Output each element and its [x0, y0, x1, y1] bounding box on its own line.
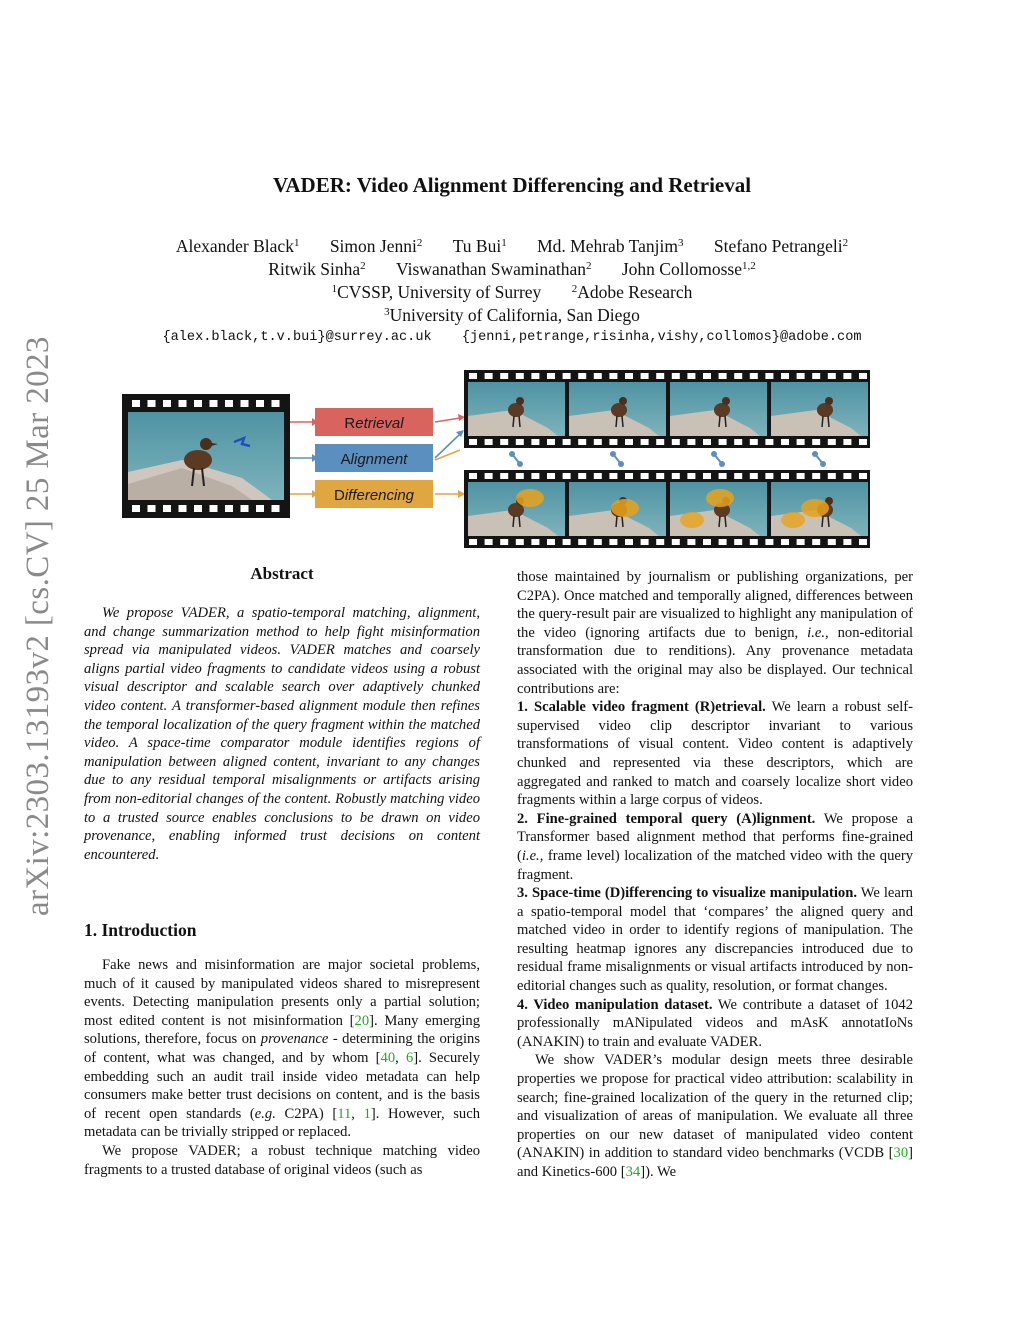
perforation: [687, 473, 695, 479]
citation-link[interactable]: 40: [380, 1049, 396, 1066]
affiliation: $^3$University of California, San Diego: [384, 305, 640, 325]
duck-head: [516, 397, 524, 405]
duck-leg: [828, 516, 829, 527]
perforation: [547, 473, 555, 479]
perforation: [812, 373, 820, 379]
perforation: [563, 539, 571, 545]
email-surrey: {alex.black,t.v.bui}@surrey.ac.uk: [162, 330, 432, 345]
author: Simon Jenni$^2$: [329, 236, 423, 256]
perforation: [500, 439, 508, 445]
perforation: [516, 539, 524, 545]
perforation: [703, 473, 711, 479]
perforation: [194, 505, 202, 512]
perforation: [703, 373, 711, 379]
alignment-label: [315, 444, 433, 472]
perforation: [641, 539, 649, 545]
perforation: [256, 400, 264, 407]
paragraph: Fake news and misinformation are major societal problems, much of it caused by manipulated videos shared to misrepresent events. Detecting manipulation presents only a partial solution; most edited content is not misinformation [20]. Many emerging solutions, therefore, focus on provenance - determining the origins of content, what was changed, and by whom [40, 6]. Securely embedding such an audit trail inside video metadata can help consumers make better trust decisions on content, and is the basis of recent open standards (e.g. C2PA) [11, 1]. However, such metadata can be trivially stripped or replaced.: [84, 957, 481, 1141]
perforation: [210, 505, 218, 512]
perforation: [179, 505, 187, 512]
perforation: [241, 505, 249, 512]
perforation: [843, 439, 851, 445]
perforation: [797, 539, 805, 545]
perforation: [687, 373, 695, 379]
duck-leg: [822, 516, 823, 527]
paragraph: We show VADER’s modular design meets three desirable properties we propose for practical video attribution: scalability in search; fine-grained localization of the query in the returned clip; and visualization of areas of manipulation. We evaluate all three properties on our new dataset of manipulated video content (ANAKIN) in addition to standard video benchmarks (VCDB [30] and Kinetics-600 [34]). We: [517, 1052, 913, 1180]
perforation: [469, 539, 477, 545]
perforation: [563, 439, 571, 445]
duck: [508, 403, 524, 417]
perforation: [859, 539, 867, 545]
manipulation-heatmap: [516, 489, 544, 507]
citation-link[interactable]: 20: [354, 1012, 370, 1029]
abstract-text: We propose VADER, a spatio-temporal matching, alignment, and change summarization method to help fight misinformation spread via manipulated videos. VADER matches and coarsely aligns partial video fragments to candidate videos using a robust visual descriptor and scalable search over adaptively chunked video content. A transformer-based alignment module then refines the temporal localization of the query fragment within the matched video. A space-time comparator module identifies regions of manipulation between aligned content, invariant to any changes due to any residual temporal misalignments or artifacts arising from non-editorial changes of the content. Robustly matching video to a trusted source enables conclusions to be drawn on video provenance, enabling informed trust decisions on content encountered.: [84, 605, 480, 863]
duck-leg: [622, 516, 623, 527]
author-emails: [0, 330, 1024, 345]
duck-leg: [519, 516, 520, 527]
duck-leg: [513, 416, 514, 427]
perforation: [750, 539, 758, 545]
perforation: [531, 539, 539, 545]
differencing-label: [315, 480, 433, 508]
perforation: [672, 373, 680, 379]
perforation: [516, 373, 524, 379]
author: Md. Mehrab Tanjim$^3$: [537, 236, 684, 256]
duck-leg: [725, 516, 726, 527]
perforation: [687, 539, 695, 545]
perforation: [719, 439, 727, 445]
alignment-connector: [517, 461, 523, 467]
duck: [817, 403, 833, 417]
perforation: [812, 473, 820, 479]
perforation: [781, 473, 789, 479]
perforation: [750, 373, 758, 379]
perforation: [516, 473, 524, 479]
perforation: [672, 439, 680, 445]
perforation: [516, 439, 524, 445]
section-heading-introduction: 1. Introduction: [84, 920, 197, 940]
perforation: [719, 539, 727, 545]
abstract-heading: Abstract: [250, 564, 314, 583]
citation-link[interactable]: 30: [893, 1145, 909, 1162]
perforation: [765, 373, 773, 379]
citation-link[interactable]: 6: [405, 1049, 414, 1066]
perforation: [781, 439, 789, 445]
perforation: [765, 539, 773, 545]
perforation: [500, 473, 508, 479]
perforation: [719, 473, 727, 479]
author: Stefano Petrangeli$^2$: [713, 236, 849, 256]
perforation: [609, 373, 617, 379]
duck-leg: [828, 416, 829, 427]
perforation: [194, 400, 202, 407]
perforation: [656, 439, 664, 445]
perforation: [132, 400, 140, 407]
perforation: [703, 439, 711, 445]
differencing-text: Differencing: [333, 487, 415, 504]
manipulation-heatmap: [781, 512, 805, 528]
contribution-alignment: 2. Fine-grained temporal query (A)lignment. We propose a Transformer based alignment method that performs fine-grained (i.e., frame level) localization of the matched video with the query fragment.: [517, 810, 913, 883]
perforation: [594, 373, 602, 379]
perforation: [843, 473, 851, 479]
perforation: [272, 505, 280, 512]
manipulation-heatmap: [706, 489, 734, 507]
perforation: [547, 439, 555, 445]
perforation: [828, 373, 836, 379]
author: Ritwik Sinha$^2$: [268, 259, 366, 279]
duck: [611, 403, 627, 417]
author: Alexander Black$^1$: [175, 236, 300, 256]
perforation: [812, 539, 820, 545]
perforation: [719, 373, 727, 379]
duck-leg: [822, 416, 823, 427]
paragraph: We propose VADER; a robust technique matching video fragments to a trusted database of original videos (such as: [84, 1142, 480, 1178]
perforation: [531, 473, 539, 479]
author: John Collomosse$^{1,2}$: [621, 259, 756, 279]
retrieval-label: [315, 408, 433, 436]
perforation: [734, 373, 742, 379]
perforation: [594, 473, 602, 479]
alignment-text: Alignment: [340, 451, 408, 468]
perforation: [765, 439, 773, 445]
perforation: [485, 539, 493, 545]
affiliation: $^2$Adobe Research: [571, 282, 693, 302]
perforation: [485, 473, 493, 479]
perforation: [469, 439, 477, 445]
duck-leg: [519, 416, 520, 427]
perforation: [500, 539, 508, 545]
manipulation-heatmap: [801, 499, 829, 517]
perforation: [656, 373, 664, 379]
perforation: [500, 373, 508, 379]
perforation: [672, 539, 680, 545]
duck-head: [825, 397, 833, 405]
perforation: [625, 473, 633, 479]
perforation: [859, 473, 867, 479]
perforation: [148, 400, 156, 407]
perforation: [734, 439, 742, 445]
affiliation: $^1$CVSSP, University of Surrey: [331, 282, 542, 302]
perforation: [859, 439, 867, 445]
paragraph: those maintained by journalism or publishing organizations, per C2PA). Once matched and temporally aligned, differences between the query-result pair are visualized to highlight any manipulation of the video (ignoring artifacts due to benign, i.e., non-editorial transformation due to renditions). Any provenance metadata associated with the original may also be displayed. Our technical contributions are:: [517, 569, 913, 697]
perforation: [625, 439, 633, 445]
perforation: [750, 473, 758, 479]
perforation: [469, 473, 477, 479]
paper-title: VADER: Video Alignment Differencing and Retrieval: [272, 173, 752, 197]
right-column-body: [517, 568, 913, 1182]
perforation: [765, 473, 773, 479]
perforation: [672, 473, 680, 479]
teaser-figure: [122, 368, 914, 550]
perforation: [656, 473, 664, 479]
perforation: [734, 473, 742, 479]
perforation: [225, 505, 233, 512]
perforation: [563, 373, 571, 379]
perforation: [750, 439, 758, 445]
perforation: [547, 539, 555, 545]
perforation: [563, 473, 571, 479]
perforation: [859, 373, 867, 379]
perforation: [469, 373, 477, 379]
perforation: [609, 473, 617, 479]
perforation: [531, 373, 539, 379]
perforation: [734, 539, 742, 545]
perforation: [578, 539, 586, 545]
perforation: [843, 539, 851, 545]
alignment-connector: [719, 461, 725, 467]
query-film-strip: [122, 394, 290, 518]
perforation: [578, 373, 586, 379]
email-adobe: {jenni,petrange,risinha,vishy,collomos}@adobe.com: [461, 330, 862, 345]
alignment-connector: [618, 461, 624, 467]
perforation: [609, 439, 617, 445]
perforation: [781, 373, 789, 379]
perforation: [828, 473, 836, 479]
perforation: [485, 373, 493, 379]
duck-leg: [616, 416, 617, 427]
perforation: [531, 439, 539, 445]
perforation: [687, 439, 695, 445]
duck-leg: [616, 516, 617, 527]
perforation: [225, 400, 233, 407]
perforation: [547, 373, 555, 379]
authors-line-2: [0, 259, 1024, 280]
perforation: [641, 473, 649, 479]
introduction-body: [84, 956, 480, 1179]
arxiv-identifier: arXiv:2303.13193v2 [cs.CV] 25 Mar 2023: [20, 336, 56, 916]
contribution-differencing: 3. Space-time (D)ifferencing to visualize manipulation. We learn a spatio-temporal model that ‘compares’ the aligned query and matched video in order to identify regions of manipulation. The resulting heatmap ignores any discrepancies introduced due to residual frame misalignments or visual artifacts introduced by non-editorial changes such as quality, resolution, or format changes.: [517, 885, 913, 995]
perforation: [641, 373, 649, 379]
citation-link[interactable]: 1: [363, 1105, 371, 1122]
perforation: [272, 400, 280, 407]
perforation: [210, 400, 218, 407]
perforation: [163, 400, 171, 407]
duck: [714, 403, 730, 417]
perforation: [578, 473, 586, 479]
perforation: [828, 539, 836, 545]
perforation: [578, 439, 586, 445]
duck-leg: [719, 416, 720, 427]
retrieval-text: Retrieval: [344, 415, 404, 432]
perforation: [641, 439, 649, 445]
perforation: [828, 439, 836, 445]
duck-leg: [725, 416, 726, 427]
perforation: [594, 439, 602, 445]
citation-link[interactable]: 11: [337, 1105, 352, 1122]
duck-head: [619, 397, 627, 405]
perforation: [148, 505, 156, 512]
duck-leg: [622, 416, 623, 427]
manipulation-heatmap: [611, 499, 639, 517]
citation-link[interactable]: 34: [625, 1164, 641, 1180]
perforation: [625, 373, 633, 379]
perforation: [812, 439, 820, 445]
perforation: [609, 539, 617, 545]
perforation: [241, 400, 249, 407]
duck-head: [722, 397, 730, 405]
perforation: [656, 539, 664, 545]
authors-line-1: [0, 236, 1024, 257]
alignment-connector: [820, 461, 826, 467]
perforation: [594, 539, 602, 545]
contribution-retrieval: 1. Scalable video fragment (R)etrieval. We learn a robust self-supervised video clip descriptor invariant to various transformations of visual content. Video content is adaptively chunked and represented via these descriptors, which are aggregated and ranked to match and coarsely localize short video fragments within a large corpus of videos.: [517, 699, 914, 809]
duck-leg: [513, 516, 514, 527]
perforation: [797, 373, 805, 379]
perforation: [703, 539, 711, 545]
perforation: [843, 373, 851, 379]
perforation: [163, 505, 171, 512]
manipulation-heatmap: [680, 512, 704, 528]
perforation: [797, 439, 805, 445]
perforation: [485, 439, 493, 445]
perforation: [781, 539, 789, 545]
author: Viswanathan Swaminathan$^2$: [396, 259, 592, 279]
affiliations-line-1: [0, 282, 1024, 303]
perforation: [132, 505, 140, 512]
perforation: [179, 400, 187, 407]
contribution-dataset: 4. Video manipulation dataset. We contribute a dataset of 1042 professionally mANipulated videos and mAsK annotatIoNs (ANAKIN) to train and evaluate VADER.: [517, 996, 914, 1050]
affiliations-line-2: [0, 305, 1024, 326]
perforation: [625, 539, 633, 545]
author: Tu Bui$^1$: [452, 236, 507, 256]
perforation: [256, 505, 264, 512]
result-film-strips: [464, 370, 870, 548]
duck-leg: [719, 516, 720, 527]
perforation: [797, 473, 805, 479]
